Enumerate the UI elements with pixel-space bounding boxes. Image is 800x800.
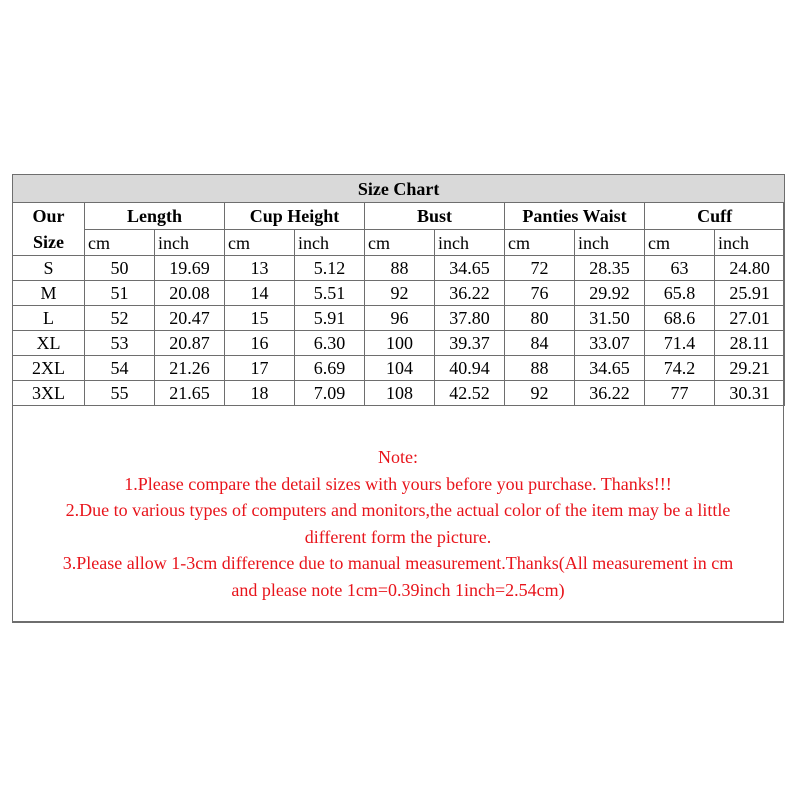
table-cell: 30.31 <box>715 381 785 406</box>
size-cell: 3XL <box>13 381 85 406</box>
unit-cell: cm <box>505 230 575 256</box>
table-row <box>13 356 785 381</box>
table-cell: 71.4 <box>645 331 715 356</box>
our-size-label-top: Our <box>13 203 85 230</box>
table-cell: 21.26 <box>155 356 225 381</box>
table-cell: 17 <box>225 356 295 381</box>
note-heading: Note: <box>378 447 418 467</box>
chart-title: Size Chart <box>13 175 785 203</box>
note-line-2b: different form the picture. <box>304 526 492 547</box>
table-cell: 6.69 <box>295 356 365 381</box>
note-section <box>12 444 784 603</box>
unit-cell: inch <box>715 230 785 256</box>
table-cell: 29.92 <box>575 281 645 306</box>
table-cell: 92 <box>365 281 435 306</box>
table-row <box>13 256 785 281</box>
table-cell: 88 <box>365 256 435 281</box>
table-cell: 51 <box>85 281 155 306</box>
table-cell: 96 <box>365 306 435 331</box>
table-cell: 55 <box>85 381 155 406</box>
table-cell: 36.22 <box>435 281 505 306</box>
table-cell: 88 <box>505 356 575 381</box>
group-header-cup-height: Cup Height <box>225 203 365 230</box>
table-row <box>13 381 785 406</box>
table-row <box>13 331 785 356</box>
table-cell: 14 <box>225 281 295 306</box>
unit-cell: inch <box>575 230 645 256</box>
unit-cell: cm <box>225 230 295 256</box>
table-cell: 84 <box>505 331 575 356</box>
table-cell: 65.8 <box>645 281 715 306</box>
note-line-3a: 3.Please allow 1-3cm difference due to manual measurement.Thanks(All measurement in cm <box>62 553 734 573</box>
table-cell: 74.2 <box>645 356 715 381</box>
note-line-3b: and please note 1cm=0.39inch 1inch=2.54cm) <box>231 579 565 600</box>
table-cell: 33.07 <box>575 331 645 356</box>
table-cell: 28.11 <box>715 331 785 356</box>
table-cell: 37.80 <box>435 306 505 331</box>
table-cell: 34.65 <box>435 256 505 281</box>
table-cell: 42.52 <box>435 381 505 406</box>
unit-cell: cm <box>645 230 715 256</box>
table-cell: 39.37 <box>435 331 505 356</box>
note-line-2a: 2.Due to various types of computers and monitors,the actual color of the item may be a little <box>65 500 731 520</box>
table-cell: 68.6 <box>645 306 715 331</box>
unit-row <box>13 230 785 256</box>
table-cell: 54 <box>85 356 155 381</box>
table-cell: 36.22 <box>575 381 645 406</box>
group-header-cuff: Cuff <box>645 203 785 230</box>
table-cell: 19.69 <box>155 256 225 281</box>
unit-cell: inch <box>435 230 505 256</box>
title-row <box>13 175 785 203</box>
table-cell: 108 <box>365 381 435 406</box>
table-cell: 21.65 <box>155 381 225 406</box>
our-size-label-bottom: Size <box>13 230 85 256</box>
table-cell: 15 <box>225 306 295 331</box>
table-cell: 25.91 <box>715 281 785 306</box>
table-cell: 63 <box>645 256 715 281</box>
table-cell: 5.51 <box>295 281 365 306</box>
table-cell: 50 <box>85 256 155 281</box>
table-cell: 16 <box>225 331 295 356</box>
group-header-length: Length <box>85 203 225 230</box>
table-cell: 5.12 <box>295 256 365 281</box>
note-line-1: 1.Please compare the detail sizes with yours before you purchase. Thanks!!! <box>124 473 672 494</box>
table-row <box>13 306 785 331</box>
table-cell: 52 <box>85 306 155 331</box>
table-cell: 72 <box>505 256 575 281</box>
size-cell: M <box>13 281 85 306</box>
table-cell: 29.21 <box>715 356 785 381</box>
unit-cell: inch <box>295 230 365 256</box>
size-cell: L <box>13 306 85 331</box>
table-cell: 53 <box>85 331 155 356</box>
table-cell: 92 <box>505 381 575 406</box>
table-cell: 28.35 <box>575 256 645 281</box>
table-cell: 20.87 <box>155 331 225 356</box>
table-cell: 40.94 <box>435 356 505 381</box>
table-cell: 20.08 <box>155 281 225 306</box>
table-cell: 34.65 <box>575 356 645 381</box>
size-cell: S <box>13 256 85 281</box>
table-cell: 31.50 <box>575 306 645 331</box>
unit-cell: inch <box>155 230 225 256</box>
size-chart-table <box>12 174 785 406</box>
size-cell: XL <box>13 331 85 356</box>
table-cell: 13 <box>225 256 295 281</box>
group-header-bust: Bust <box>365 203 505 230</box>
table-cell: 80 <box>505 306 575 331</box>
table-cell: 18 <box>225 381 295 406</box>
table-cell: 104 <box>365 356 435 381</box>
size-cell: 2XL <box>13 356 85 381</box>
table-cell: 76 <box>505 281 575 306</box>
table-row <box>13 281 785 306</box>
table-cell: 7.09 <box>295 381 365 406</box>
table-cell: 20.47 <box>155 306 225 331</box>
table-cell: 6.30 <box>295 331 365 356</box>
unit-cell: cm <box>85 230 155 256</box>
table-cell: 5.91 <box>295 306 365 331</box>
group-header-panties-waist: Panties Waist <box>505 203 645 230</box>
header-row <box>13 203 785 230</box>
table-cell: 27.01 <box>715 306 785 331</box>
table-cell: 24.80 <box>715 256 785 281</box>
table-cell: 100 <box>365 331 435 356</box>
unit-cell: cm <box>365 230 435 256</box>
table-cell: 77 <box>645 381 715 406</box>
